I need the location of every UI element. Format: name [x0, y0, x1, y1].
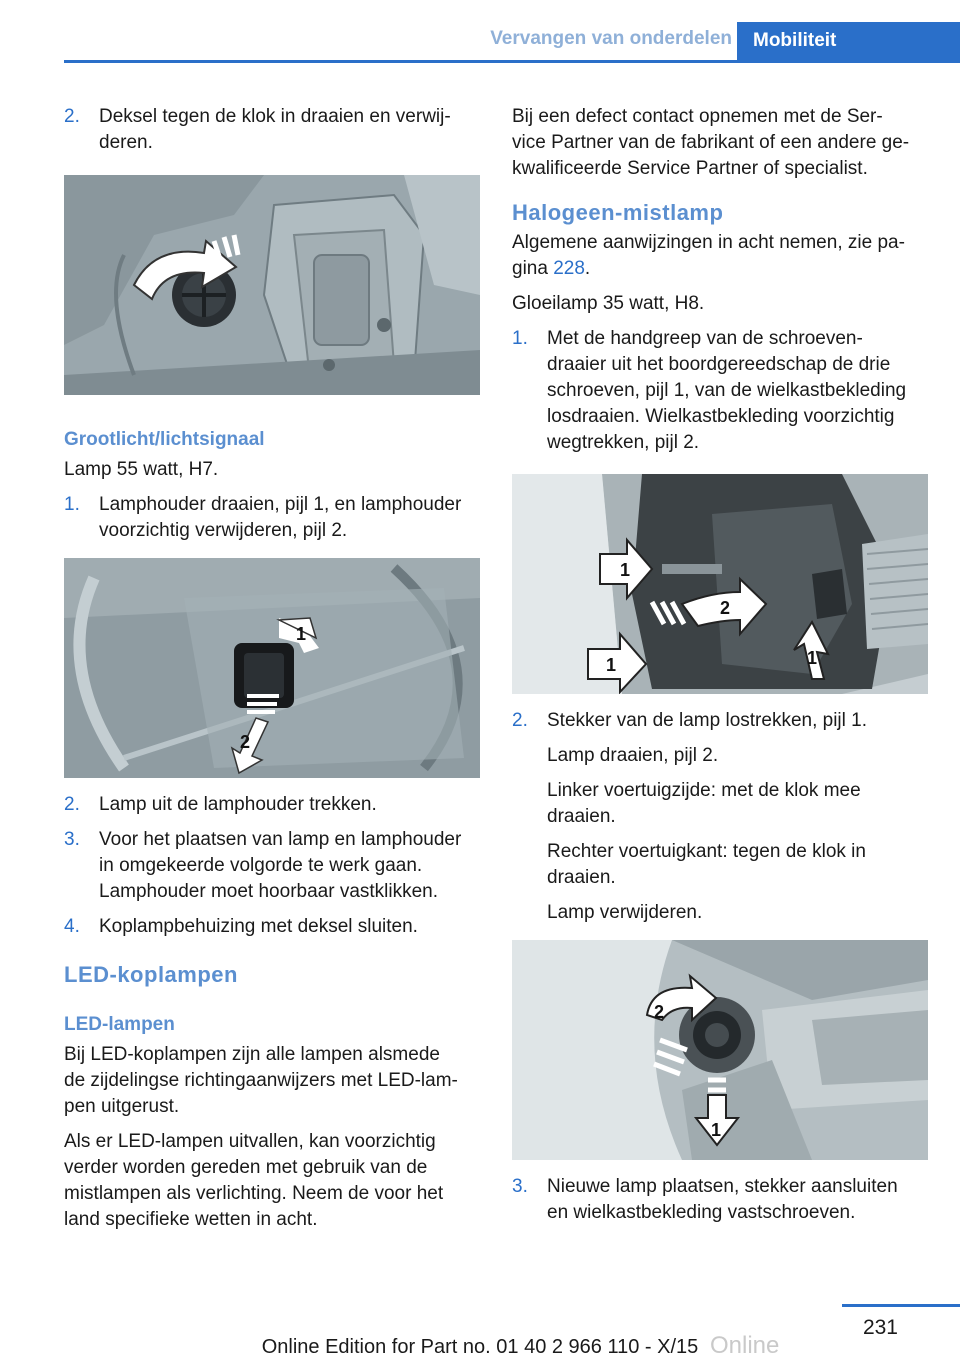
watermark-text: Online: [710, 1332, 780, 1359]
step-number: 1.: [64, 494, 80, 515]
step-item: [512, 326, 928, 456]
edition-footer: Online Edition for Part no. 01 40 2 966 110 - X/15: [261, 1336, 699, 1358]
step-line: Voor het plaatsen van lamp en lamphouder: [99, 829, 462, 850]
header-chapter-tab[interactable]: Mobiliteit: [737, 22, 960, 63]
paragraph-line: Bij een defect contact opnemen met de Ser‐: [512, 106, 883, 127]
step-number: 4.: [64, 916, 80, 937]
figure-headlamp-cover: [64, 175, 480, 395]
right-column: [512, 104, 928, 1235]
step-number: 1.: [512, 328, 528, 349]
figure-fog-lamp-bulb: [512, 940, 928, 1160]
bulb-spec: Gloeilamp 35 watt, H8.: [512, 293, 705, 314]
subheading-led-lampen: LED-lampen: [64, 1014, 175, 1035]
figure-arrow-label: 1: [807, 648, 818, 668]
paragraph-line: draaien.: [547, 867, 616, 888]
paragraph-line: verder worden gereden met gebruik van de: [64, 1157, 428, 1178]
step-line: Met de handgreep van de schroeven‐: [547, 328, 863, 349]
paragraph-defect: [512, 104, 928, 182]
step-text: [547, 326, 928, 456]
step-text: [99, 914, 480, 940]
footer-rule: [842, 1304, 960, 1307]
figure-arrow-label: 1: [620, 560, 631, 580]
step-item: [64, 827, 480, 905]
step-sub-paragraph: [512, 743, 928, 769]
step-text: [547, 1174, 928, 1226]
step-line: in omgekeerde volgorde te werk gaan.: [99, 855, 423, 876]
step-line: en wielkastbekleding vastschroeven.: [547, 1202, 856, 1223]
step-number: 2.: [64, 794, 80, 815]
general-instructions: [512, 230, 928, 282]
heading-led-koplampen: LED-koplampen: [64, 962, 238, 987]
lamp-spec: Lamp 55 watt, H7.: [64, 459, 219, 480]
step-item: [64, 104, 480, 156]
figure-lamp-holder: [64, 558, 480, 778]
page-number: 231: [862, 1316, 898, 1339]
step-line: draaier uit het boordgereedschap de drie: [547, 354, 891, 375]
step-line: voorzichtig verwijderen, pijl 2.: [99, 520, 348, 541]
step-text: [99, 104, 480, 156]
step-item: [512, 1174, 928, 1226]
step-line: Lamphouder moet hoorbaar vastklikken.: [99, 881, 439, 902]
paragraph-line: Linker voertuigzijde: met de klok mee: [547, 780, 861, 801]
figure-arrow-label: 2: [240, 732, 251, 752]
figure-wheel-arch-lining: [512, 474, 928, 694]
header-rule: [64, 60, 960, 63]
paragraph-line: vice Partner van de fabrikant of een andere ge‐: [512, 132, 910, 153]
left-column: [64, 104, 480, 1242]
step-sub-paragraph: [512, 900, 928, 926]
figure-arrow-label: 1: [606, 655, 617, 675]
paragraph-line: Rechter voertuigkant: tegen de klok in: [547, 841, 866, 862]
step-item: [64, 792, 480, 818]
paragraph-line: Lamp draaien, pijl 2.: [547, 745, 719, 766]
figure-arrow-label: 2: [720, 598, 731, 618]
step-line: wegtrekken, pijl 2.: [547, 432, 700, 453]
step-sub-paragraph: [512, 778, 928, 830]
page-reference-link[interactable]: 228: [553, 258, 585, 279]
paragraph-line: draaien.: [547, 806, 616, 827]
paragraph-line: Algemene aanwijzingen in acht nemen, zie pa‐: [512, 232, 905, 253]
step-line: Deksel tegen de klok in draaien en verwij‐: [99, 106, 451, 127]
paragraph-line: .: [584, 258, 591, 279]
paragraph-led-2: [64, 1129, 480, 1233]
paragraph-line: pen uitgerust.: [64, 1096, 180, 1117]
step-line: schroeven, pijl 1, van de wielkastbekleding: [547, 380, 907, 401]
step-sub-paragraph: [512, 839, 928, 891]
step-line: losdraaien. Wielkastbekleding voorzichtig: [547, 406, 895, 427]
figure-arrow-label: 1: [296, 624, 307, 644]
step-line: Lamp uit de lamphouder trekken.: [99, 794, 377, 815]
step-line: Koplampbehuizing met deksel sluiten.: [99, 916, 418, 937]
step-line: Lamphouder draaien, pijl 1, en lamphouder: [99, 494, 462, 515]
step-item: [64, 914, 480, 940]
step-line: deren.: [99, 132, 153, 153]
step-item: [64, 492, 480, 544]
step-item: [512, 708, 928, 734]
step-line: Nieuwe lamp plaatsen, stekker aansluiten: [547, 1176, 898, 1197]
step-number: 2.: [512, 710, 528, 731]
paragraph-led-1: [64, 1042, 480, 1120]
paragraph-line: Bij LED-koplampen zijn alle lampen alsmede: [64, 1044, 440, 1065]
figure-arrow-label: 2: [654, 1002, 665, 1022]
heading-grootlicht: Grootlicht/lichtsignaal: [64, 429, 265, 450]
paragraph-line: kwalificeerde Service Partner of specialist.: [512, 158, 868, 179]
paragraph-line: de zijdelingse richtingaanwijzers met LED-lam‐: [64, 1070, 458, 1091]
paragraph-line: land specifieke wetten in acht.: [64, 1209, 318, 1230]
step-line: Stekker van de lamp lostrekken, pijl 1.: [547, 710, 867, 731]
paragraph-line: gina: [512, 258, 554, 279]
step-text: [547, 708, 928, 734]
figure-arrow-label: 1: [711, 1120, 722, 1140]
paragraph-line: mistlampen als verlichting. Neem de voor het: [64, 1183, 444, 1204]
step-text: [99, 792, 480, 818]
step-number: 3.: [512, 1176, 528, 1197]
step-number: 2.: [64, 106, 80, 127]
heading-halogeen-mistlamp: Halogeen-mistlamp: [512, 200, 724, 225]
step-text: [99, 827, 480, 905]
header-section-title: Vervangen van onderdelen: [490, 28, 732, 49]
paragraph-line: Als er LED-lampen uitvallen, kan voorzichtig: [64, 1131, 436, 1152]
paragraph-line: Lamp verwijderen.: [547, 902, 703, 923]
step-text: [99, 492, 480, 544]
step-number: 3.: [64, 829, 80, 850]
